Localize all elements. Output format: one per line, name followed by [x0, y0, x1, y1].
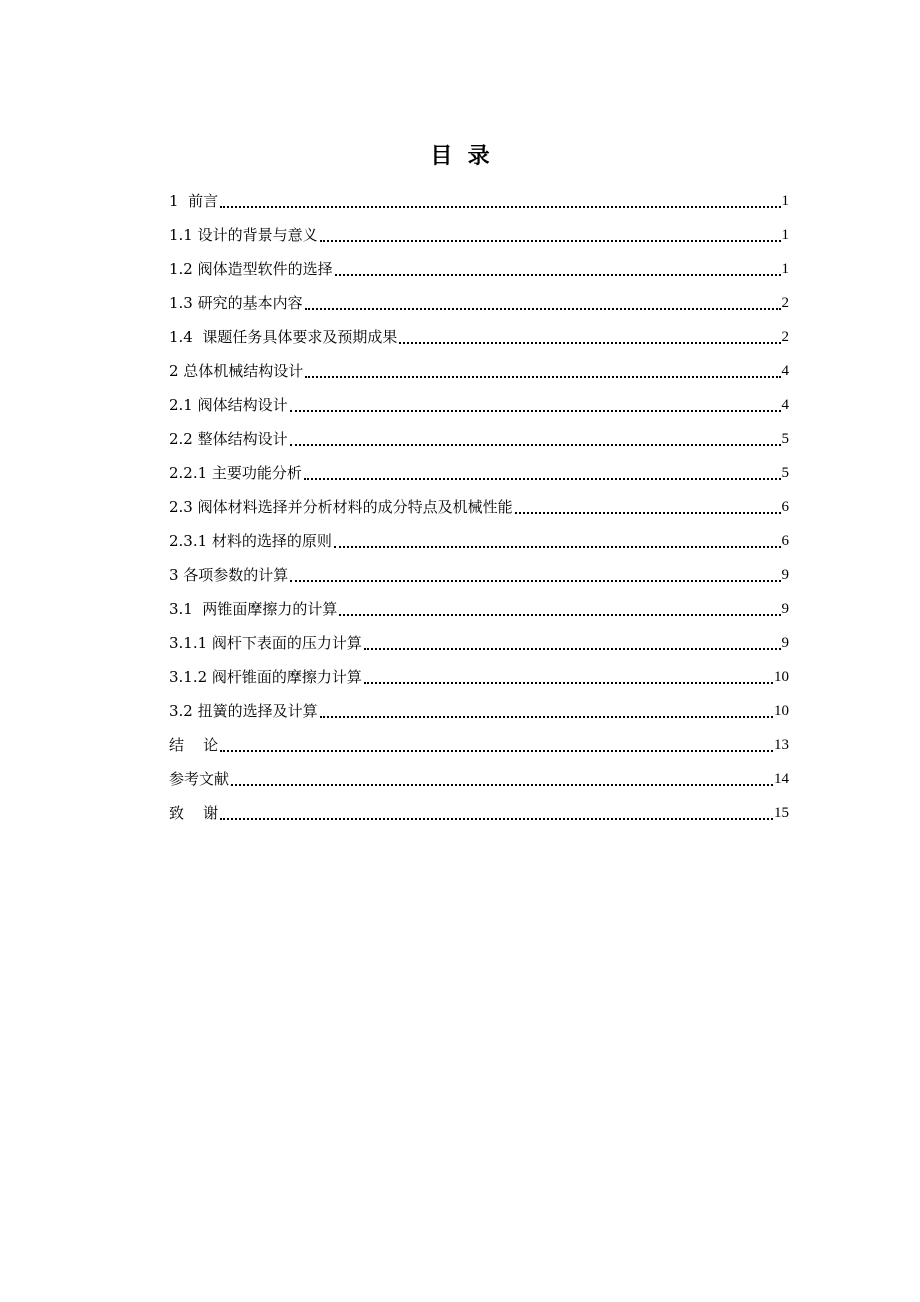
toc-entry-label: 结 论: [169, 736, 219, 754]
toc-entry-label: 1.4 课题任务具体要求及预期成果: [169, 328, 398, 346]
toc-entry[interactable]: [169, 490, 789, 524]
toc-entry[interactable]: [169, 252, 789, 286]
toc-entry-label: 1.2 阀体造型软件的选择: [169, 260, 333, 278]
toc-dot-leader: [290, 422, 781, 456]
toc-entry-label: 致 谢: [169, 804, 219, 822]
toc-dot-leader: [304, 456, 781, 490]
toc-entry[interactable]: [169, 320, 789, 354]
toc-entry[interactable]: [169, 592, 789, 626]
toc-entry-page-number: 14: [774, 771, 789, 787]
toc-entry-page-number: 1: [781, 261, 789, 277]
toc-entry-label: 2.2.1 主要功能分析: [169, 464, 302, 482]
toc-title: 目 录: [430, 144, 490, 169]
toc-list: [169, 184, 789, 830]
toc-entry-label: 2.2 整体结构设计: [169, 430, 288, 448]
toc-entry[interactable]: [169, 524, 789, 558]
toc-entry-label: 2.3 阀体材料选择并分析材料的成分特点及机械性能: [169, 498, 513, 516]
toc-entry[interactable]: [169, 456, 789, 490]
toc-entry-page-number: 4: [781, 397, 789, 413]
toc-entry-label: 3.2 扭簧的选择及计算: [169, 702, 318, 720]
toc-dot-leader: [320, 694, 773, 728]
toc-entry-label: 3.1 两锥面摩擦力的计算: [169, 600, 338, 618]
toc-dot-leader: [515, 490, 781, 524]
toc-dot-leader: [220, 796, 773, 830]
toc-entry-page-number: 1: [781, 227, 789, 243]
toc-dot-leader: [364, 660, 773, 694]
toc-entry-page-number: 1: [781, 193, 789, 209]
toc-entry-page-number: 6: [781, 499, 789, 515]
toc-dot-leader: [231, 762, 773, 796]
toc-entry-page-number: 4: [781, 363, 789, 379]
toc-entry-page-number: 2: [781, 295, 789, 311]
toc-entry-label: 3 各项参数的计算: [169, 566, 289, 584]
toc-entry-page-number: 2: [781, 329, 789, 345]
toc-dot-leader: [290, 558, 780, 592]
toc-entry-label: 3.1.2 阀杆锥面的摩擦力计算: [169, 668, 362, 686]
toc-entry-page-number: 10: [774, 703, 789, 719]
toc-entry[interactable]: [169, 796, 789, 830]
toc-entry-label: 1.3 研究的基本内容: [169, 294, 303, 312]
toc-entry-label: 3.1.1 阀杆下表面的压力计算: [169, 634, 362, 652]
toc-entry-page-number: 5: [781, 431, 789, 447]
toc-entry[interactable]: [169, 218, 789, 252]
toc-dot-leader: [334, 524, 781, 558]
toc-entry[interactable]: [169, 558, 789, 592]
toc-entry-label: 1.1 设计的背景与意义: [169, 226, 318, 244]
toc-dot-leader: [320, 218, 781, 252]
toc-entry[interactable]: [169, 728, 789, 762]
toc-entry[interactable]: [169, 762, 789, 796]
toc-entry-page-number: 5: [781, 465, 789, 481]
toc-entry-page-number: 9: [781, 601, 789, 617]
toc-entry-label: 2.3.1 材料的选择的原则: [169, 532, 332, 550]
toc-dot-leader: [305, 286, 781, 320]
toc-entry-label: 2.1 阀体结构设计: [169, 396, 288, 414]
toc-entry[interactable]: [169, 388, 789, 422]
toc-dot-leader: [364, 626, 781, 660]
toc-entry-page-number: 6: [781, 533, 789, 549]
toc-entry[interactable]: [169, 422, 789, 456]
toc-entry-label: 参考文献: [169, 770, 230, 788]
toc-entry-page-number: 9: [781, 567, 789, 583]
toc-dot-leader: [220, 728, 773, 762]
toc-entry-page-number: 10: [774, 669, 789, 685]
toc-dot-leader: [399, 320, 780, 354]
toc-entry-page-number: 9: [781, 635, 789, 651]
toc-entry[interactable]: [169, 626, 789, 660]
toc-dot-leader: [290, 388, 781, 422]
toc-dot-leader: [305, 354, 780, 388]
toc-entry[interactable]: [169, 354, 789, 388]
toc-dot-leader: [220, 184, 780, 218]
toc-entry-label: 2 总体机械结构设计: [169, 362, 304, 380]
toc-dot-leader: [335, 252, 781, 286]
toc-entry-page-number: 15: [774, 805, 789, 821]
toc-entry[interactable]: [169, 286, 789, 320]
toc-entry-label: 1 前言: [169, 192, 219, 210]
toc-entry-page-number: 13: [774, 737, 789, 753]
toc-entry[interactable]: [169, 660, 789, 694]
toc-entry[interactable]: [169, 694, 789, 728]
toc-dot-leader: [339, 592, 780, 626]
toc-entry[interactable]: [169, 184, 789, 218]
